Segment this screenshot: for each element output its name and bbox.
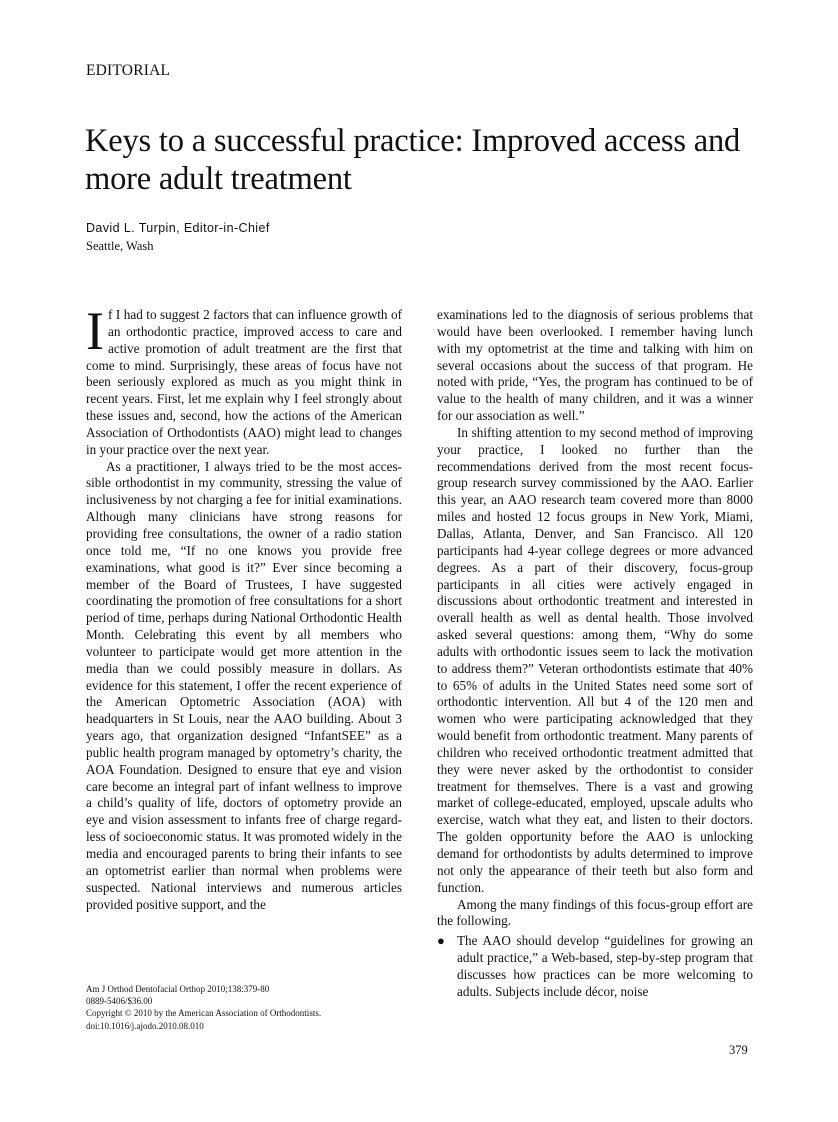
right-column <box>437 307 753 1001</box>
citation-line: Am J Orthod Dentofacial Orthop 2010;138:379-80 <box>86 984 270 994</box>
citation-footnote <box>86 983 386 1032</box>
doi-line: doi:10.1016/j.ajodo.2010.08.010 <box>86 1020 204 1031</box>
issn-line: 0889-5406/$36.00 <box>86 996 153 1007</box>
page-number: 379 <box>729 1043 748 1057</box>
bullet-icon: ● <box>437 933 445 949</box>
list-item-text: The AAO should develop “guidelines for growing an adult practice,” a Web-based, step-by-step program that discusses how practices can be more welcoming to adults. Subjects include décor, noise <box>457 933 753 999</box>
left-column <box>86 301 402 913</box>
findings-list <box>437 933 753 1000</box>
paragraph-5: Among the many findings of this focus-group effort are the following. <box>437 896 753 929</box>
drop-cap: I <box>86 301 104 361</box>
section-label: EDITORIAL <box>86 62 171 79</box>
paragraph-3: examinations led to the diagnosis of serious problems that would have been overlooked. I remember having lunch with my optometrist at the time and talking with him on several occasions about the success of that program. He noted with pride, “Yes, the program has continued to be of value to the health of many children, and it was a winner for our association as well.” <box>437 307 753 424</box>
list-item <box>437 933 753 1000</box>
article-title: Keys to a successful practice: Improved access and more adult treatment <box>85 123 741 197</box>
author-byline: David L. Turpin, Editor-in-Chief <box>86 221 270 235</box>
paragraph-1-text: f I had to suggest 2 factors that can influence growth of an orthodontic practice, improved access to care and active promotion of adult treatment are the first that come to mind. Surprisingly, these areas of focus have not been seriously explored as much as you might think in recent years. First, let me explain why I feel strongly about these issues and, second, how the actions of the American Association of Orthodontists (AAO) might lead to changes in your practice over the next year. <box>86 307 402 457</box>
author-affiliation: Seattle, Wash <box>86 239 154 253</box>
paragraph-4: In shifting attention to my second method of improving your practice, I looked no further than the recommendations derived from the most recent focus-group research survey commissioned by the AAO. Earlier this year, an AAO research team covered more than 8000 miles and hosted 12 focus groups in New York, Miami, Dallas, Atlanta, Denver, and San Francisco. All 120 participants had 4-year college degrees or more advanced degrees. As a part of their discovery, focus-group participants in all cities were actively engaged in discussions about orthodontic treatment and interested in overall health as well as dental health. Those involved asked several questions: among them, “Why do some adults with orthodontic issues seem to lack the motivation to address them?” Veteran orthodontists estimate that 40% to 65% of adults in the United States need some sort of orthodontic intervention. All but 4 of the 120 men and women who were participating acknowledged that they would benefit from orthodontic treatment. Many parents of children who received orthodontic treatment admitted that they were never asked by the orthodontist to consider treatment for themselves. There is a vast and growing market of college-educated, employed, upscale adults who exercise, watch what they eat, and listen to their doctors. The golden opportunity before the AAO is unlocking demand for orthodontists by adults determined to improve not only the appearance of their teeth but also form and function. <box>437 424 753 895</box>
copyright-line: Copyright © 2010 by the American Association of Orthodontists. <box>86 1008 322 1019</box>
paragraph-2: As a practitioner, I always tried to be the most accessible orthodontist in my community, stressing the value of inclusiveness by not charging a fee for initial examinations. Although many clinicians have strong reasons for providing free consultations, the owner of a radio station once told me, “If no one knows you provide free examinations, what good is it?” Ever since becoming a member of the Board of Trustees, I have suggested coordinating the promotion of free consultations for a short period of time, perhaps during National Orthodontic Health Month. Celebrating this event by all members who volunteer to participate would get more attention in the media than we could possibly measure in dollars. As evidence for this statement, I offer the recent experience of the American Optometric Association (AOA) with headquarters in St Louis, near the AAO building. About 3 years ago, that organization designed “InfantSEE” as a public health program managed by optometry’s charity, the AOA Foundation. Designed to ensure that eye and vision care become an integral part of infant wellness to improve a child’s quality of life, doctors of optometry provide an eye and vision assessment to infants free of charge regardless of socioeconomic status. It was promoted widely in the media and encouraged parents to bring their infants to see an optometrist earlier than normal when problems were suspected. National interviews and numerous articles provided positive support, and the <box>86 458 402 912</box>
paragraph-1 <box>86 301 402 459</box>
